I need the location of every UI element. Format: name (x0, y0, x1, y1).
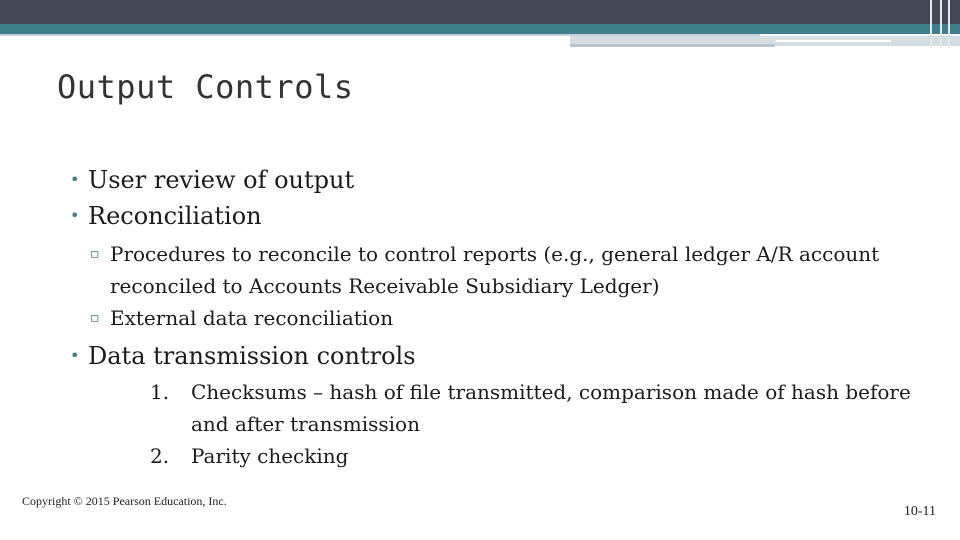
header-line-white (776, 40, 891, 42)
bullet-item (70, 198, 940, 234)
bullet-text: Data transmission controls (88, 342, 416, 370)
item-number: 1. (150, 380, 170, 404)
slide-body (70, 162, 940, 472)
bullet-item (70, 338, 940, 374)
header-vertical-line (940, 0, 942, 48)
bullet-text: User review of output (88, 166, 355, 194)
copyright-notice: Copyright © 2015 Pearson Education, Inc. (22, 494, 227, 508)
header-bar-teal (0, 24, 960, 34)
sub-bullet-icon: ▫ (90, 310, 100, 326)
numbered-item (150, 376, 940, 440)
numbered-item-text: Parity checking (191, 444, 349, 468)
bullet-icon: • (70, 170, 80, 189)
header-line-accent (570, 44, 775, 47)
sub-bullet-item (88, 302, 940, 334)
bullet-text: Reconciliation (88, 202, 262, 230)
page-number: 10-11 (903, 504, 936, 519)
header-vertical-line (930, 0, 932, 48)
item-number: 2. (150, 444, 170, 468)
bullet-icon: • (70, 346, 80, 365)
sub-bullet-text: External data reconciliation (110, 306, 394, 330)
header-vertical-line (948, 0, 950, 48)
sub-bullet-text: Procedures to reconcile to control reports (e.g., general ledger A/R account reconciled to Accounts Receivable Subsidiary Ledger) (110, 242, 880, 298)
bullet-icon: • (70, 206, 80, 225)
numbered-item (150, 440, 940, 472)
slide-title: Output Controls (57, 68, 354, 106)
sub-bullet-icon: ▫ (90, 246, 100, 262)
header-decoration (0, 0, 960, 40)
header-bar-dark (0, 0, 960, 24)
numbered-item-text: Checksums – hash of file transmitted, comparison made of hash before and after transmission (191, 380, 911, 436)
bullet-item (70, 162, 940, 198)
sub-bullet-item (88, 238, 940, 302)
